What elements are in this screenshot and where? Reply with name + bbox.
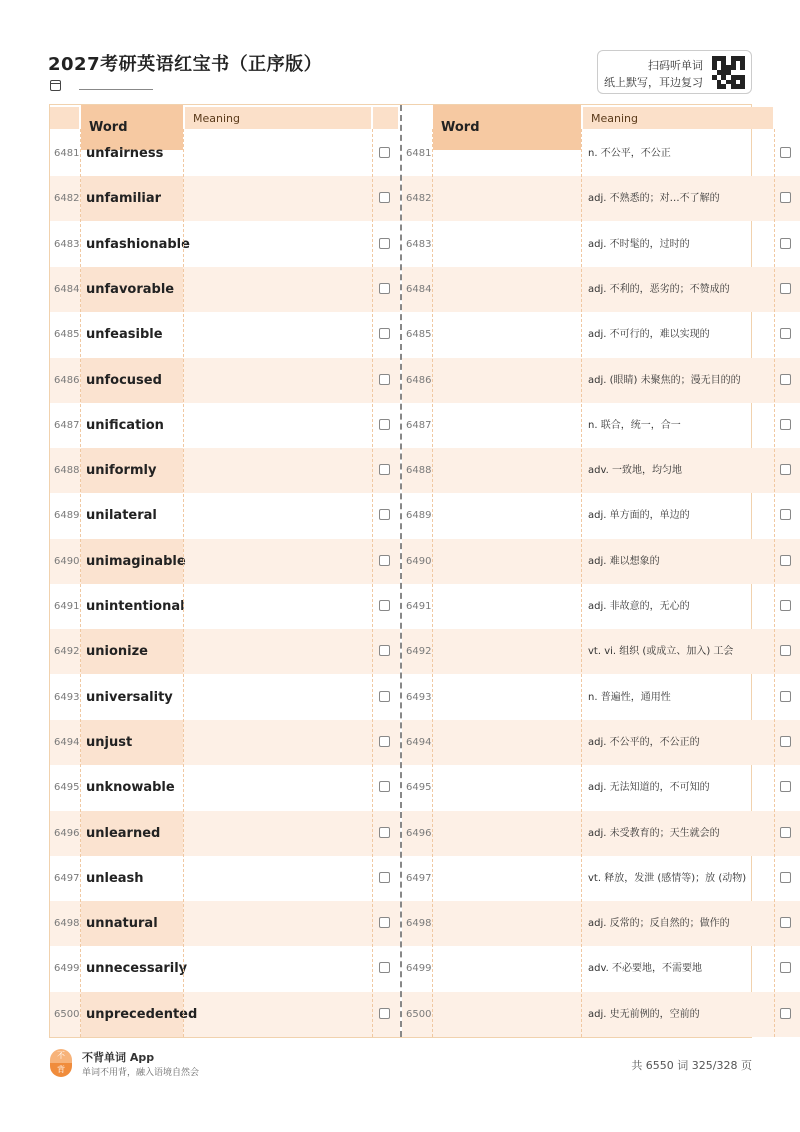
qr-caption-line1: 扫码听单词	[648, 59, 703, 72]
entry-number: 6491	[406, 601, 432, 612]
entry-number: 6485	[406, 329, 432, 341]
entry-number: 6494	[406, 736, 432, 748]
list-item	[50, 539, 400, 584]
review-checkbox[interactable]	[379, 192, 390, 203]
list-item	[402, 811, 800, 856]
list-item	[402, 856, 800, 901]
review-checkbox[interactable]	[379, 872, 390, 883]
entry-number: 6496	[406, 827, 432, 839]
list-item	[402, 403, 800, 448]
review-checkbox[interactable]	[379, 736, 390, 747]
entry-word: universality	[86, 689, 173, 705]
app-logo	[50, 1049, 72, 1077]
entry-number: 6485	[54, 329, 80, 341]
entry-meaning: adj. 单方面的，单边的	[588, 510, 690, 522]
list-item	[402, 267, 800, 312]
list-item	[50, 675, 400, 720]
list-item	[402, 358, 800, 403]
list-item	[402, 992, 800, 1037]
review-checkbox[interactable]	[780, 192, 791, 203]
list-item	[50, 856, 400, 901]
entry-number: 6486	[406, 374, 432, 386]
review-checkbox[interactable]	[379, 328, 390, 339]
list-item	[50, 720, 400, 765]
review-checkbox[interactable]	[780, 238, 791, 249]
header-meaning: Meaning	[185, 107, 371, 129]
entry-meaning: adj. 史无前例的，空前的	[588, 1008, 700, 1020]
qr-caption-line2: 纸上默写，耳边复习	[604, 76, 703, 89]
review-checkbox[interactable]	[379, 781, 390, 792]
column-guide	[581, 129, 582, 1037]
review-checkbox[interactable]	[379, 600, 390, 611]
list-item	[50, 267, 400, 312]
list-item	[50, 946, 400, 991]
review-checkbox[interactable]	[379, 962, 390, 973]
entry-number: 6490	[54, 555, 80, 567]
entry-number: 6482	[54, 193, 80, 205]
list-item	[50, 403, 400, 448]
entry-word: unfairness	[86, 146, 164, 161]
qr-panel	[597, 50, 752, 94]
word-column-panel	[50, 105, 400, 1037]
entry-number: 6488	[406, 465, 432, 477]
list-item	[50, 629, 400, 674]
list-item	[50, 901, 400, 946]
entry-number: 6481	[406, 148, 432, 159]
entry-word: unfashionable	[86, 236, 190, 252]
app-name: 不背单词 App	[82, 1051, 155, 1064]
review-checkbox[interactable]	[379, 555, 390, 566]
app-slogan: 单词不用背，融入语境自然会	[82, 1068, 200, 1078]
entry-number: 6492	[406, 646, 432, 658]
list-item	[50, 176, 400, 221]
review-checkbox[interactable]	[379, 917, 390, 928]
review-checkbox[interactable]	[780, 917, 791, 928]
entry-word: unification	[86, 417, 164, 433]
entry-word: unilateral	[86, 508, 157, 524]
review-checkbox[interactable]	[780, 645, 791, 656]
entry-word: unknowable	[86, 780, 175, 796]
header-meaning-right: Meaning	[583, 107, 773, 129]
entry-number: 6497	[406, 872, 432, 884]
review-checkbox[interactable]	[780, 691, 791, 702]
entry-number: 6488	[54, 465, 80, 477]
entry-meaning: n. 普遍性，通用性	[588, 691, 671, 703]
entry-meaning: vt. 释放，发泄 (感情等)；放 (动物)	[588, 872, 747, 884]
entry-number: 6498	[54, 918, 80, 930]
logo-top-glyph: 不	[50, 1049, 72, 1063]
column-guide	[372, 129, 373, 1037]
entry-number: 6481	[54, 148, 80, 159]
page-info: 共 6550 词 325/328 页	[631, 1059, 752, 1072]
review-checkbox[interactable]	[780, 827, 791, 838]
header-word: Word	[81, 105, 183, 150]
review-checkbox[interactable]	[780, 419, 791, 430]
entry-number: 6483	[406, 238, 432, 250]
review-checkbox[interactable]	[379, 283, 390, 294]
review-checkbox[interactable]	[379, 1008, 390, 1019]
entry-meaning: adj. 反常的；反自然的；做作的	[588, 918, 730, 930]
list-item	[402, 131, 800, 176]
review-checkbox[interactable]	[780, 374, 791, 385]
date-blank-line	[79, 82, 153, 90]
list-item	[50, 312, 400, 357]
review-checkbox[interactable]	[780, 555, 791, 566]
list-item	[50, 448, 400, 493]
list-item	[402, 176, 800, 221]
entry-number: 6497	[54, 872, 80, 884]
list-item	[402, 946, 800, 991]
review-checkbox[interactable]	[780, 464, 791, 475]
review-checkbox[interactable]	[780, 328, 791, 339]
entry-number: 6490	[406, 555, 432, 567]
entry-meaning: adv. 不必要地，不需要地	[588, 963, 702, 975]
list-item	[402, 720, 800, 765]
review-checkbox[interactable]	[780, 600, 791, 611]
column-guide	[774, 129, 775, 1037]
list-item	[50, 584, 400, 629]
review-checkbox[interactable]	[379, 509, 390, 520]
review-checkbox[interactable]	[379, 691, 390, 702]
entry-meaning: vt. vi. 组织 (或成立、加入) 工会	[588, 646, 734, 658]
entry-number: 6499	[406, 963, 432, 975]
header-word-right: Word	[433, 105, 581, 150]
review-checkbox[interactable]	[780, 1008, 791, 1019]
entry-number: 6493	[54, 691, 80, 703]
list-item	[402, 222, 800, 267]
entry-meaning: n. 联合，统一，合一	[588, 419, 681, 431]
entry-meaning: adj. 不可行的，难以实现的	[588, 329, 710, 341]
entry-meaning: n. 不公平，不公正	[588, 148, 671, 159]
entry-number: 6500	[406, 1008, 432, 1020]
qr-code-icon[interactable]	[712, 56, 745, 89]
entry-meaning: adv. 一致地，均匀地	[588, 465, 682, 477]
entry-word: unlearned	[86, 825, 161, 841]
entry-number: 6489	[54, 510, 80, 522]
entry-word: unfamiliar	[86, 191, 162, 207]
entry-meaning: adj. (眼睛) 未聚焦的；漫无目的的	[588, 374, 741, 386]
entry-number: 6493	[406, 691, 432, 703]
list-item	[402, 584, 800, 629]
entry-number: 6498	[406, 918, 432, 930]
entry-meaning: adj. 不时髦的，过时的	[588, 238, 690, 250]
review-checkbox[interactable]	[780, 962, 791, 973]
entry-number: 6484	[406, 283, 432, 295]
entry-word: unjust	[86, 734, 133, 750]
review-checkbox[interactable]	[780, 781, 791, 792]
column-guide	[183, 129, 184, 1037]
entry-word: uniformly	[86, 463, 157, 479]
list-item	[402, 539, 800, 584]
entry-number: 6491	[54, 601, 80, 612]
entry-word: unfavorable	[86, 281, 175, 297]
entry-word: unprecedented	[86, 1006, 198, 1022]
review-checkbox[interactable]	[379, 419, 390, 430]
entry-word: unnecessarily	[86, 961, 188, 977]
review-checkbox[interactable]	[379, 374, 390, 385]
list-item	[50, 992, 400, 1037]
entry-number: 6489	[406, 510, 432, 522]
review-checkbox[interactable]	[780, 509, 791, 520]
entry-meaning: adj. 难以想象的	[588, 555, 660, 567]
review-checkbox[interactable]	[780, 283, 791, 294]
review-checkbox[interactable]	[780, 872, 791, 883]
entry-word: unnatural	[86, 916, 158, 932]
qr-module	[740, 84, 745, 89]
entry-word: unintentional	[86, 599, 185, 614]
entry-number: 6482	[406, 193, 432, 205]
entry-number: 6495	[54, 782, 80, 794]
entry-number: 6495	[406, 782, 432, 794]
list-item	[50, 765, 400, 810]
review-checkbox[interactable]	[379, 645, 390, 656]
list-item	[402, 493, 800, 538]
review-checkbox[interactable]	[780, 736, 791, 747]
list-item	[50, 222, 400, 267]
list-item	[402, 312, 800, 357]
review-checkbox[interactable]	[780, 147, 791, 158]
entry-meaning: adj. 不利的，恶劣的；不赞成的	[588, 283, 730, 295]
entry-word: unfeasible	[86, 327, 163, 343]
entry-meaning: adj. 不熟悉的；对…不了解的	[588, 193, 720, 205]
review-checkbox[interactable]	[379, 147, 390, 158]
entry-number: 6496	[54, 827, 80, 839]
entry-number: 6487	[406, 419, 432, 431]
entry-meaning: adj. 不公平的，不公正的	[588, 736, 700, 748]
column-guide	[432, 129, 433, 1037]
entry-word: unionize	[86, 644, 148, 660]
list-item	[50, 493, 400, 538]
word-sheet	[49, 104, 752, 1038]
date-row	[50, 80, 153, 91]
page-title: 2027考研英语红宝书（正序版）	[48, 54, 323, 75]
entry-number: 6487	[54, 419, 80, 431]
entry-number: 6484	[54, 283, 80, 295]
entry-number: 6494	[54, 736, 80, 748]
qr-caption	[604, 57, 703, 91]
calendar-icon	[50, 80, 61, 91]
entry-number: 6492	[54, 646, 80, 658]
meaning-column-panel	[402, 105, 800, 1037]
entry-number: 6483	[54, 238, 80, 250]
list-item	[402, 901, 800, 946]
entry-number: 6499	[54, 963, 80, 975]
list-item	[50, 358, 400, 403]
entry-number: 6486	[54, 374, 80, 386]
review-checkbox[interactable]	[379, 464, 390, 475]
entry-meaning: adj. 未受教育的；天生就会的	[588, 827, 720, 839]
review-checkbox[interactable]	[379, 238, 390, 249]
entry-word: unfocused	[86, 372, 162, 388]
logo-bottom-glyph: 背	[50, 1063, 72, 1077]
entry-number: 6500	[54, 1008, 80, 1020]
entry-meaning: adj. 非故意的，无心的	[588, 601, 690, 612]
entry-meaning: adj. 无法知道的，不可知的	[588, 782, 710, 794]
header-number-cell	[50, 107, 79, 129]
entry-word: unleash	[86, 870, 144, 886]
list-item	[402, 765, 800, 810]
list-item	[402, 629, 800, 674]
list-item	[402, 675, 800, 720]
header-check-cell	[373, 107, 398, 129]
entry-word: unimaginable	[86, 553, 186, 569]
review-checkbox[interactable]	[379, 827, 390, 838]
list-item	[50, 131, 400, 176]
list-item	[50, 811, 400, 856]
list-item	[402, 448, 800, 493]
column-guide	[80, 129, 81, 1037]
